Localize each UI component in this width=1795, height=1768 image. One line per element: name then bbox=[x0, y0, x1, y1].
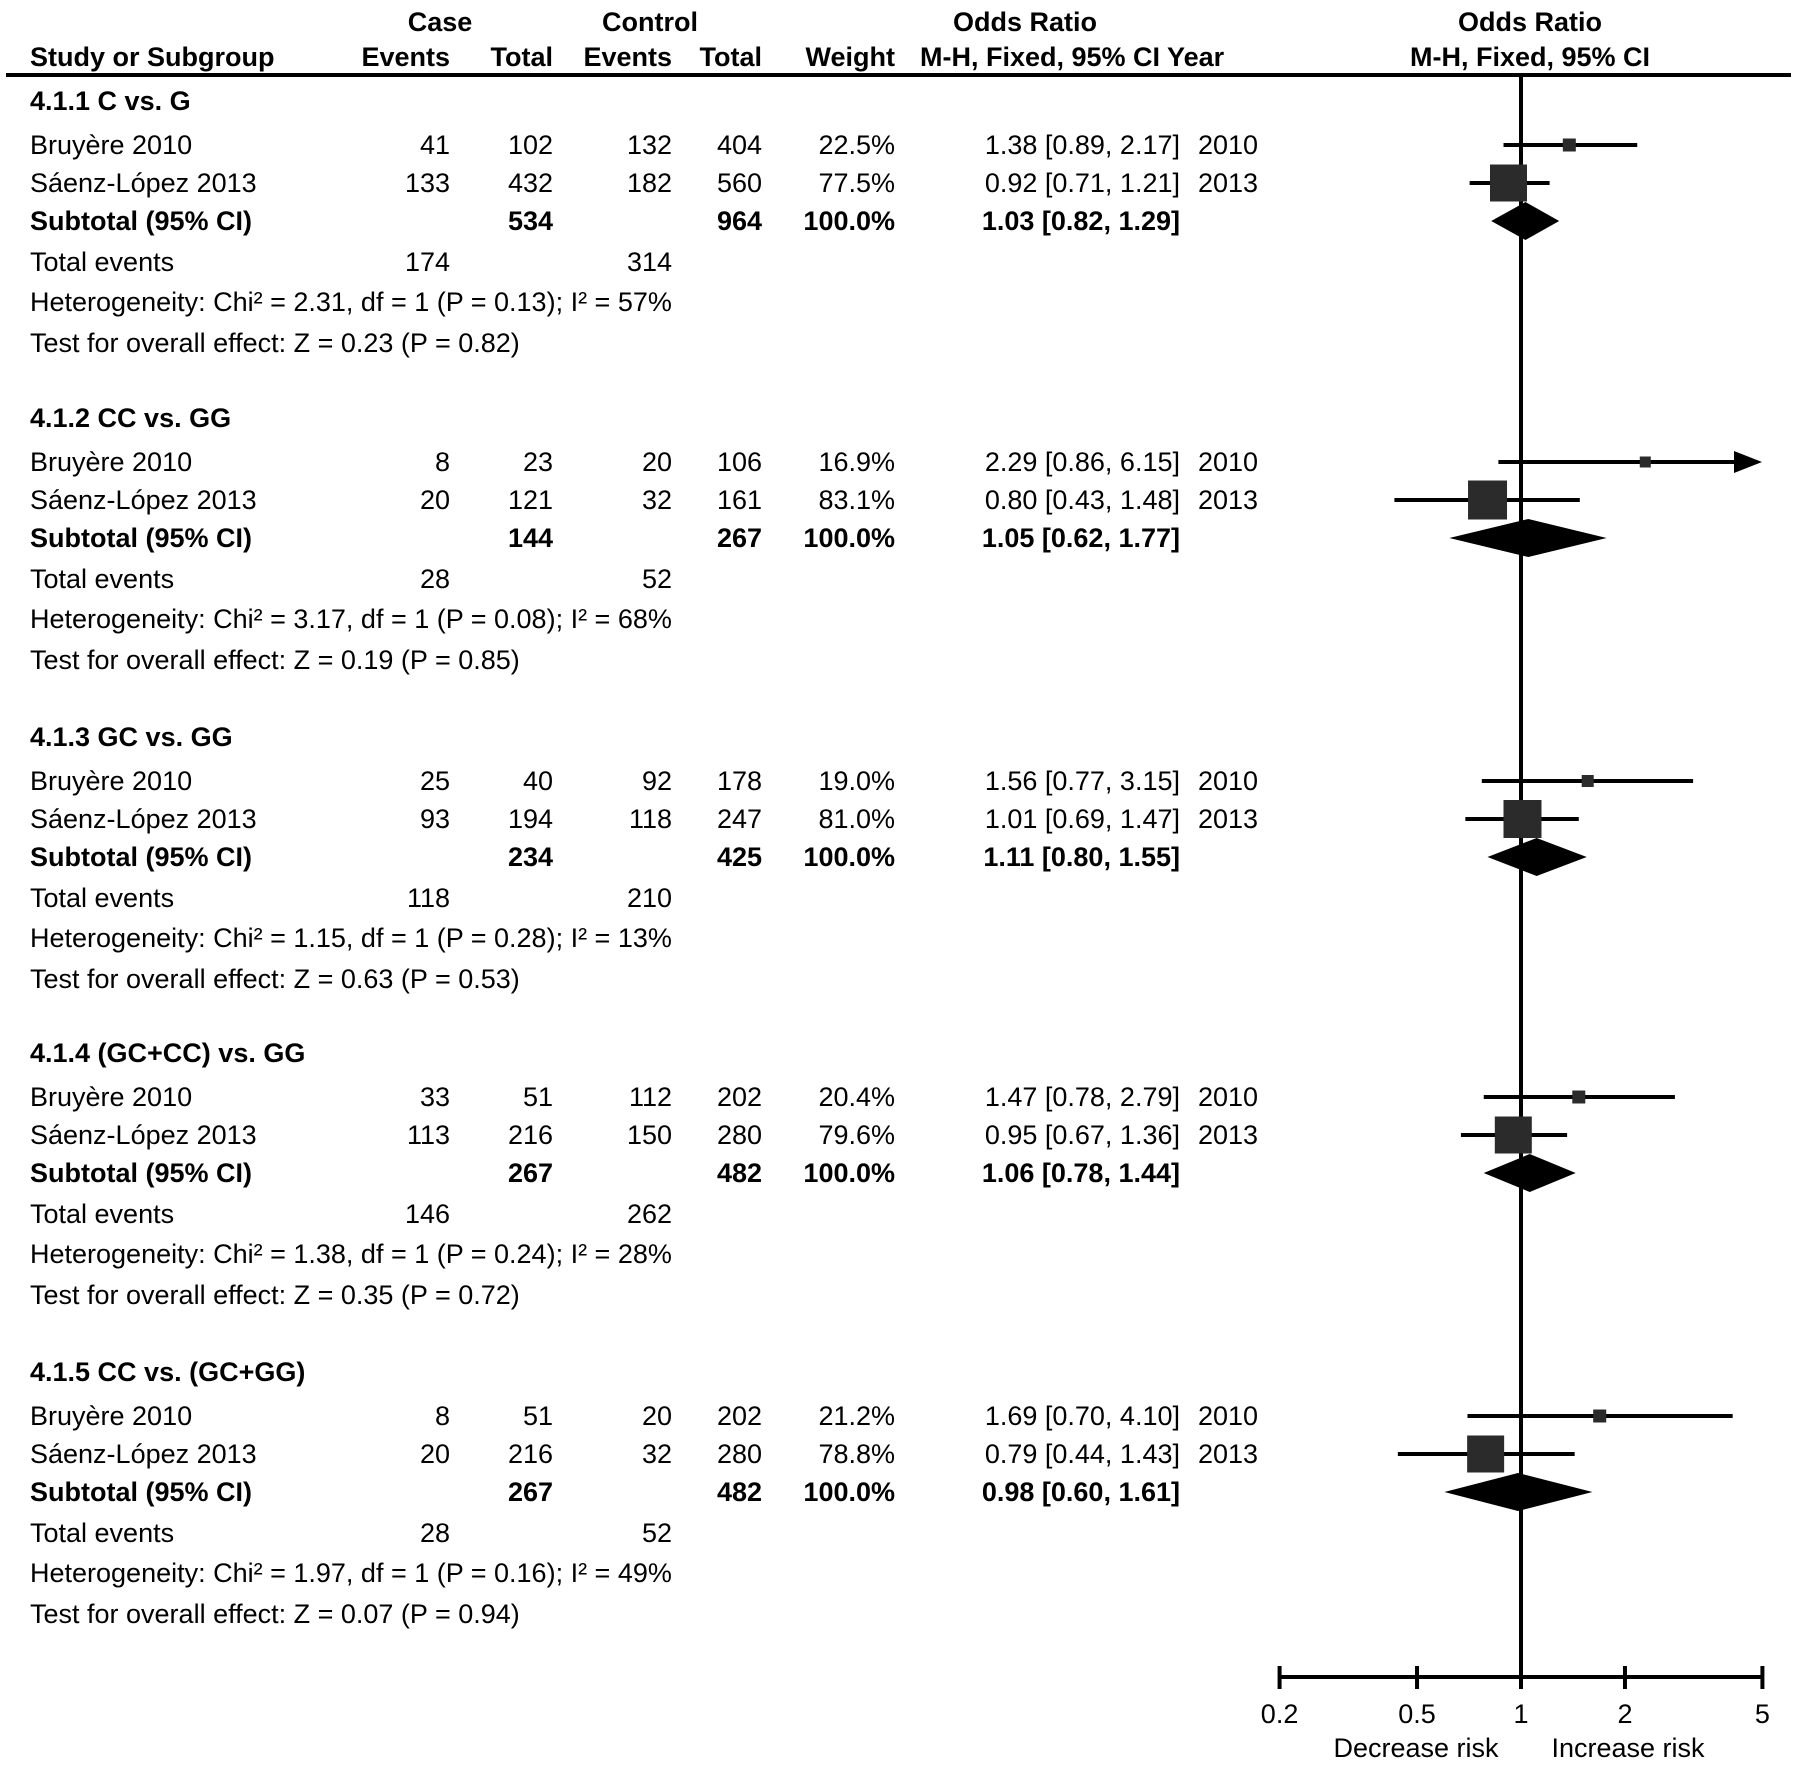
subtotal-label: Subtotal (95% CI) bbox=[30, 1477, 253, 1507]
case-total-cell: 432 bbox=[507, 168, 553, 198]
control-events-cell: 132 bbox=[626, 130, 672, 160]
control-total-cell: 161 bbox=[716, 485, 762, 515]
subtotal-diamond bbox=[1488, 838, 1587, 876]
year-cell: 2013 bbox=[1198, 1439, 1259, 1469]
control-events-cell: 32 bbox=[641, 485, 672, 515]
control-events-cell: 118 bbox=[628, 804, 672, 834]
axis-tick-label: 1 bbox=[1513, 1699, 1529, 1729]
subtotal-odds-ratio-cell: 1.11 [0.80, 1.55] bbox=[983, 842, 1180, 872]
study-name: Bruyère 2010 bbox=[30, 130, 193, 160]
study-name: Sáenz-López 2013 bbox=[30, 1120, 257, 1150]
weight-cell: 78.8% bbox=[818, 1439, 895, 1469]
axis-tick-label: 0.2 bbox=[1260, 1699, 1299, 1729]
study-or-marker bbox=[1490, 165, 1527, 202]
subtotal-label: Subtotal (95% CI) bbox=[30, 523, 253, 553]
case-events-cell: 113 bbox=[406, 1120, 450, 1150]
ci-arrowhead bbox=[1734, 451, 1762, 473]
case-total-cell: 102 bbox=[507, 130, 553, 160]
section-label: 4.1.2 CC vs. GG bbox=[30, 403, 232, 433]
axis-label-decrease-risk: Decrease risk bbox=[1333, 1733, 1499, 1763]
study-or-marker bbox=[1582, 775, 1594, 787]
odds-ratio-cell: 1.69 [0.70, 4.10] bbox=[984, 1401, 1180, 1431]
year-cell: 2010 bbox=[1198, 1082, 1259, 1112]
weight-cell: 21.2% bbox=[818, 1401, 895, 1431]
column-group-odds-ratio-left: Odds Ratio bbox=[952, 7, 1097, 37]
total-events-control-cell: 52 bbox=[641, 564, 672, 594]
heterogeneity-text: Heterogeneity: Chi² = 1.97, df = 1 (P = 0.16); I² = 49% bbox=[30, 1558, 672, 1588]
control-total-cell: 178 bbox=[716, 766, 762, 796]
study-name: Sáenz-López 2013 bbox=[30, 168, 257, 198]
study-name: Bruyère 2010 bbox=[30, 447, 193, 477]
odds-ratio-cell: 0.79 [0.44, 1.43] bbox=[984, 1439, 1180, 1469]
study-name: Sáenz-López 2013 bbox=[30, 1439, 257, 1469]
total-events-case-cell: 146 bbox=[404, 1199, 450, 1229]
column-header-case-total: Total bbox=[490, 42, 553, 72]
control-total-cell: 247 bbox=[716, 804, 762, 834]
subtotal-weight-cell: 100.0% bbox=[803, 1477, 895, 1507]
subtotal-odds-ratio-cell: 0.98 [0.60, 1.61] bbox=[981, 1477, 1180, 1507]
study-or-marker bbox=[1593, 1410, 1606, 1423]
weight-cell: 22.5% bbox=[818, 130, 895, 160]
case-events-cell: 20 bbox=[419, 1439, 450, 1469]
case-total-cell: 51 bbox=[522, 1082, 553, 1112]
case-events-cell: 25 bbox=[419, 766, 450, 796]
total-events-label: Total events bbox=[30, 1518, 175, 1548]
subtotal-label: Subtotal (95% CI) bbox=[30, 206, 253, 236]
total-events-label: Total events bbox=[30, 564, 175, 594]
section-label: 4.1.3 GC vs. GG bbox=[30, 722, 233, 752]
section-label: 4.1.4 (GC+CC) vs. GG bbox=[30, 1038, 306, 1068]
column-header-case-events: Events bbox=[361, 42, 450, 72]
control-total-cell: 106 bbox=[716, 447, 762, 477]
weight-cell: 79.6% bbox=[818, 1120, 895, 1150]
control-events-cell: 32 bbox=[641, 1439, 672, 1469]
weight-cell: 77.5% bbox=[818, 168, 895, 198]
subtotal-control-total-cell: 267 bbox=[716, 523, 762, 553]
subtotal-weight-cell: 100.0% bbox=[803, 1158, 895, 1188]
total-events-case-cell: 28 bbox=[419, 1518, 450, 1548]
column-group-case: Case bbox=[407, 7, 473, 37]
year-cell: 2010 bbox=[1198, 447, 1259, 477]
study-or-marker bbox=[1572, 1091, 1585, 1104]
case-events-cell: 93 bbox=[419, 804, 450, 834]
odds-ratio-cell: 0.95 [0.67, 1.36] bbox=[984, 1120, 1180, 1150]
total-events-case-cell: 118 bbox=[406, 883, 450, 913]
subtotal-diamond bbox=[1491, 202, 1559, 240]
year-cell: 2010 bbox=[1198, 1401, 1259, 1431]
total-events-control-cell: 210 bbox=[626, 883, 672, 913]
odds-ratio-cell: 1.38 [0.89, 2.17] bbox=[984, 130, 1180, 160]
weight-cell: 19.0% bbox=[818, 766, 895, 796]
subtotal-control-total-cell: 482 bbox=[716, 1158, 762, 1188]
case-total-cell: 216 bbox=[507, 1439, 553, 1469]
subtotal-weight-cell: 100.0% bbox=[803, 206, 895, 236]
study-or-marker bbox=[1495, 1117, 1532, 1154]
column-group-control: Control bbox=[602, 7, 698, 37]
control-events-cell: 150 bbox=[626, 1120, 672, 1150]
axis-tick-label: 0.5 bbox=[1398, 1699, 1436, 1729]
subtotal-case-total-cell: 534 bbox=[507, 206, 553, 236]
case-events-cell: 133 bbox=[404, 168, 450, 198]
case-total-cell: 51 bbox=[522, 1401, 553, 1431]
case-events-cell: 8 bbox=[434, 1401, 450, 1431]
plot-subtitle-mh-fixed: M-H, Fixed, 95% CI bbox=[1409, 42, 1651, 72]
overall-effect-text: Test for overall effect: Z = 0.23 (P = 0.82) bbox=[30, 328, 520, 358]
subtotal-diamond bbox=[1484, 1154, 1576, 1192]
subtotal-control-total-cell: 425 bbox=[716, 842, 762, 872]
case-total-cell: 194 bbox=[507, 804, 553, 834]
year-cell: 2013 bbox=[1198, 485, 1259, 515]
year-cell: 2013 bbox=[1198, 168, 1259, 198]
subtotal-case-total-cell: 267 bbox=[507, 1158, 553, 1188]
control-total-cell: 404 bbox=[716, 130, 762, 160]
subtotal-odds-ratio-cell: 1.05 [0.62, 1.77] bbox=[981, 523, 1180, 553]
column-header-control-events: Events bbox=[583, 42, 672, 72]
study-name: Bruyère 2010 bbox=[30, 766, 193, 796]
overall-effect-text: Test for overall effect: Z = 0.19 (P = 0.85) bbox=[30, 645, 520, 675]
case-events-cell: 41 bbox=[419, 130, 450, 160]
subtotal-diamond bbox=[1449, 519, 1606, 557]
total-events-label: Total events bbox=[30, 1199, 175, 1229]
study-or-marker bbox=[1468, 481, 1507, 520]
total-events-label: Total events bbox=[30, 883, 175, 913]
case-events-cell: 33 bbox=[419, 1082, 450, 1112]
subtotal-odds-ratio-cell: 1.06 [0.78, 1.44] bbox=[981, 1158, 1180, 1188]
weight-cell: 83.1% bbox=[818, 485, 895, 515]
total-events-control-cell: 262 bbox=[626, 1199, 672, 1229]
case-total-cell: 216 bbox=[507, 1120, 553, 1150]
study-or-marker bbox=[1467, 1436, 1504, 1473]
case-total-cell: 121 bbox=[507, 485, 553, 515]
control-events-cell: 112 bbox=[628, 1082, 672, 1112]
case-total-cell: 40 bbox=[522, 766, 553, 796]
odds-ratio-cell: 1.56 [0.77, 3.15] bbox=[984, 766, 1180, 796]
study-name: Bruyère 2010 bbox=[30, 1082, 193, 1112]
heterogeneity-text: Heterogeneity: Chi² = 2.31, df = 1 (P = 0.13); I² = 57% bbox=[30, 287, 672, 317]
overall-effect-text: Test for overall effect: Z = 0.63 (P = 0.53) bbox=[30, 964, 520, 994]
odds-ratio-cell: 1.01 [0.69, 1.47] bbox=[984, 804, 1180, 834]
weight-cell: 20.4% bbox=[818, 1082, 895, 1112]
odds-ratio-cell: 0.92 [0.71, 1.21] bbox=[984, 168, 1180, 198]
subtotal-control-total-cell: 964 bbox=[716, 206, 762, 236]
subtotal-label: Subtotal (95% CI) bbox=[30, 842, 253, 872]
study-or-marker bbox=[1563, 139, 1576, 152]
control-events-cell: 20 bbox=[641, 1401, 672, 1431]
year-cell: 2010 bbox=[1198, 766, 1259, 796]
plot-title-odds-ratio: Odds Ratio bbox=[1457, 7, 1602, 37]
column-header-control-total: Total bbox=[699, 42, 762, 72]
control-total-cell: 280 bbox=[716, 1120, 762, 1150]
subtotal-label: Subtotal (95% CI) bbox=[30, 1158, 253, 1188]
axis-label-increase-risk: Increase risk bbox=[1551, 1733, 1705, 1763]
subtotal-case-total-cell: 144 bbox=[507, 523, 553, 553]
overall-effect-text: Test for overall effect: Z = 0.07 (P = 0.94) bbox=[30, 1599, 520, 1629]
subtotal-case-total-cell: 267 bbox=[507, 1477, 553, 1507]
case-events-cell: 20 bbox=[419, 485, 450, 515]
study-name: Sáenz-López 2013 bbox=[30, 485, 257, 515]
year-cell: 2013 bbox=[1198, 804, 1259, 834]
section-label: 4.1.1 C vs. G bbox=[30, 86, 191, 116]
study-name: Bruyère 2010 bbox=[30, 1401, 193, 1431]
overall-effect-text: Test for overall effect: Z = 0.35 (P = 0.72) bbox=[30, 1280, 520, 1310]
year-cell: 2010 bbox=[1198, 130, 1259, 160]
heterogeneity-text: Heterogeneity: Chi² = 1.15, df = 1 (P = 0.28); I² = 13% bbox=[30, 923, 672, 953]
case-events-cell: 8 bbox=[434, 447, 450, 477]
subtotal-weight-cell: 100.0% bbox=[803, 842, 895, 872]
subtotal-case-total-cell: 234 bbox=[507, 842, 553, 872]
section-label: 4.1.5 CC vs. (GC+GG) bbox=[30, 1357, 306, 1387]
odds-ratio-cell: 2.29 [0.86, 6.15] bbox=[984, 447, 1180, 477]
control-total-cell: 560 bbox=[716, 168, 762, 198]
control-events-cell: 182 bbox=[626, 168, 672, 198]
total-events-case-cell: 28 bbox=[419, 564, 450, 594]
case-total-cell: 23 bbox=[522, 447, 553, 477]
subtotal-control-total-cell: 482 bbox=[716, 1477, 762, 1507]
total-events-control-cell: 314 bbox=[626, 247, 672, 277]
weight-cell: 16.9% bbox=[818, 447, 895, 477]
study-or-marker bbox=[1640, 457, 1651, 468]
odds-ratio-cell: 1.47 [0.78, 2.79] bbox=[984, 1082, 1180, 1112]
heterogeneity-text: Heterogeneity: Chi² = 1.38, df = 1 (P = 0.24); I² = 28% bbox=[30, 1239, 672, 1269]
control-total-cell: 202 bbox=[716, 1082, 762, 1112]
total-events-control-cell: 52 bbox=[641, 1518, 672, 1548]
control-total-cell: 202 bbox=[716, 1401, 762, 1431]
subtotal-odds-ratio-cell: 1.03 [0.82, 1.29] bbox=[981, 206, 1180, 236]
total-events-label: Total events bbox=[30, 247, 175, 277]
total-events-case-cell: 174 bbox=[404, 247, 450, 277]
column-header-study: Study or Subgroup bbox=[30, 42, 275, 72]
column-header-mh-fixed-year: M-H, Fixed, 95% CI Year bbox=[920, 42, 1225, 72]
weight-cell: 81.0% bbox=[818, 804, 895, 834]
heterogeneity-text: Heterogeneity: Chi² = 3.17, df = 1 (P = 0.08); I² = 68% bbox=[30, 604, 672, 634]
control-events-cell: 20 bbox=[641, 447, 672, 477]
axis-tick-label: 5 bbox=[1754, 1699, 1770, 1729]
study-name: Sáenz-López 2013 bbox=[30, 804, 257, 834]
subtotal-weight-cell: 100.0% bbox=[803, 523, 895, 553]
column-header-weight: Weight bbox=[805, 42, 895, 72]
year-cell: 2013 bbox=[1198, 1120, 1259, 1150]
control-total-cell: 280 bbox=[716, 1439, 762, 1469]
axis-tick-label: 2 bbox=[1617, 1699, 1633, 1729]
subtotal-diamond bbox=[1444, 1473, 1592, 1511]
control-events-cell: 92 bbox=[641, 766, 672, 796]
odds-ratio-cell: 0.80 [0.43, 1.48] bbox=[984, 485, 1180, 515]
study-or-marker bbox=[1503, 800, 1541, 838]
